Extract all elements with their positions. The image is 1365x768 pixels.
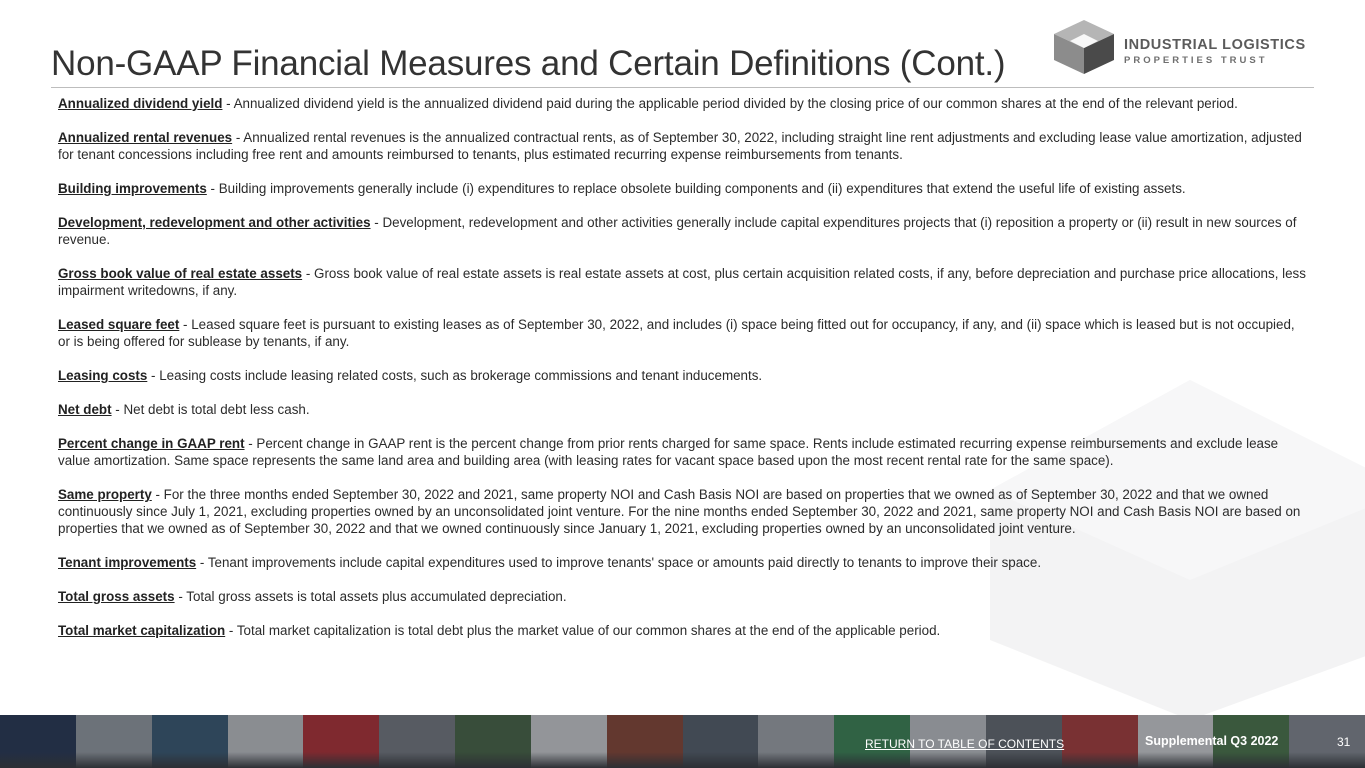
definition-text: - Leased square feet is pursuant to existing leases as of September 30, 2022, and includes (i) space being fitted out for occupancy, if any, and (ii) space which is leased but is not occupied, or is being offered for sublease by tenants, if any. [58,317,1295,349]
definition-text: - Gross book value of real estate assets is real estate assets at cost, plus certain acquisition related costs, if any, before depreciation and purchase price allocations, less impairment writedowns, if any. [58,266,1306,298]
definition-text: - Development, redevelopment and other activities generally include capital expenditures projects that (i) reposition a property or (ii) result in new sources of revenue. [58,215,1297,247]
definition-term: Total market capitalization [58,623,226,638]
page-title: Non-GAAP Financial Measures and Certain Definitions (Cont.) [51,44,1006,83]
definition-same-property [58,486,1310,537]
definition-term: Annualized rental revenues [58,130,233,145]
definition-net-debt [58,401,1310,418]
definition-term: Total gross assets [58,589,175,604]
footer-banner [0,715,1365,768]
definition-term: Leased square feet [58,317,180,332]
definition-text: - Annualized dividend yield is the annualized dividend paid during the applicable period divided by the closing price of our common shares at the end of the relevant period. [222,96,1238,111]
definition-term: Same property [58,487,152,502]
definition-total-gross-assets [58,588,1310,605]
logo-line-2: PROPERTIES TRUST [1124,55,1268,66]
definition-term: Building improvements [58,181,207,196]
page-number: 31 [1337,735,1351,749]
definition-text: - Net debt is total debt less cash. [111,402,310,417]
definition-text: - Annualized rental revenues is the annualized contractual rents, as of September 30, 2022, including straight line rent adjustments and excluding lease value amortization, adjusted for tenant concessions including free rent and amounts reimbursed to tenants, plus estimated recurring expense reimbursements from tenants. [58,130,1302,162]
definition-term: Leasing costs [58,368,148,383]
definition-text: - Leasing costs include leasing related costs, such as brokerage commissions and tenant inducements. [147,368,763,383]
return-to-toc-link[interactable]: RETURN TO TABLE OF CONTENTS [865,737,1065,751]
title-divider [51,87,1314,88]
definition-term: Percent change in GAAP rent [58,436,245,451]
definition-leasing-costs [58,367,1310,384]
definition-term: Annualized dividend yield [58,96,223,111]
definition-gross-book-value [58,265,1310,299]
supplemental-label: Supplemental Q3 2022 [1145,734,1279,748]
logo-line-1: INDUSTRIAL LOGISTICS [1124,37,1306,53]
definition-term: Tenant improvements [58,555,197,570]
definition-annualized-dividend-yield [58,95,1310,112]
definition-term: Net debt [58,402,112,417]
definition-text: - Total market capitalization is total debt plus the market value of our common shares at the end of the applicable period. [225,623,941,638]
definition-term: Gross book value of real estate assets [58,266,303,281]
definition-text: - Total gross assets is total assets plus accumulated depreciation. [174,589,567,604]
definition-percent-change-gaap-rent [58,435,1310,469]
definition-text: - For the three months ended September 30, 2022 and 2021, same property NOI and Cash Basis NOI are based on properties that we owned as of September 30, 2022 and that we owned continuously since July 1, 2021, excluding properties owned by an unconsolidated joint venture. For the nine months ended September 30, 2022 and 2021, same property NOI and Cash Basis NOI are based on properties that we owned as of September 30, 2022 and that we owned continuously since January 1, 2021, excluding properties owned by an unconsolidated joint venture. [58,487,1301,536]
logo-cube-icon [1054,20,1114,74]
definition-annualized-rental-revenues [58,129,1310,163]
definition-total-market-capitalization [58,622,1310,639]
company-logo [1054,20,1322,74]
definition-term: Development, redevelopment and other activities [58,215,371,230]
definition-text: - Percent change in GAAP rent is the percent change from prior rents charged for same space. Rents include estimated recurring expense reimbursements and exclude lease value amortization. Same space represents the same land area and building area (with leasing rates for vacant space based upon the most recent rental rate for the same space). [58,436,1279,468]
definition-text: - Building improvements generally include (i) expenditures to replace obsolete building components and (ii) expenditures that extend the useful life of existing assets. [206,181,1186,196]
definition-building-improvements [58,180,1310,197]
definition-development-activities [58,214,1310,248]
definition-tenant-improvements [58,554,1310,571]
definition-text: - Tenant improvements include capital expenditures used to improve tenants' space or amounts paid directly to tenants to improve their space. [196,555,1042,570]
definitions-list [58,95,1310,656]
definition-leased-square-feet [58,316,1310,350]
